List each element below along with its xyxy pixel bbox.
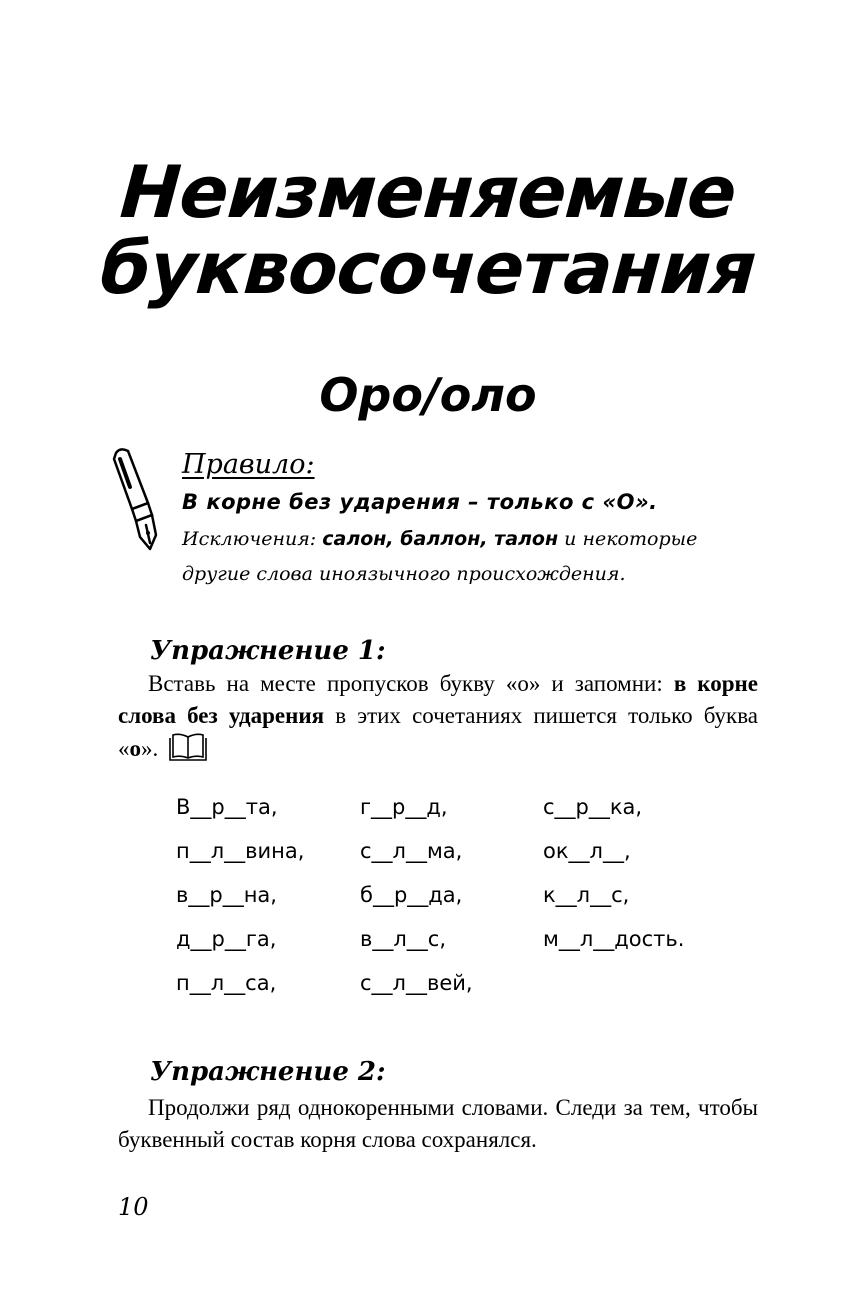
- word-item: ок__л__,: [543, 839, 631, 863]
- word-item: к__л__с,: [543, 883, 630, 907]
- exceptions-label: Исключения:: [182, 528, 317, 550]
- word-item: б__р__да,: [360, 883, 463, 907]
- word-item: п__л__са,: [176, 971, 277, 995]
- word-item: м__л__дость.: [543, 927, 685, 951]
- word-item: с__л__ма,: [360, 839, 463, 863]
- rule-exceptions: [182, 522, 762, 592]
- word-item: д__р__га,: [176, 927, 277, 951]
- exercise2-heading: Упражнение 2:: [150, 1057, 386, 1087]
- exceptions-rest: и некоторые другие слова иноязычного происхождения.: [182, 528, 698, 585]
- emphasis-text: в корне слова без ударения: [118, 671, 759, 728]
- page-title-line2: буквосочетания: [97, 226, 759, 310]
- rule-main-text: В корне без ударения – только с «О».: [182, 490, 658, 514]
- word-item: п__л__вина,: [176, 839, 305, 863]
- fountain-pen-icon: [108, 445, 172, 555]
- word-item: в__р__на,: [176, 883, 277, 907]
- word-item: в__л__с,: [360, 927, 447, 951]
- exercise1-instructions: Вставь на месте пропусков букву «о» и запомни: в корне слова без ударения в этих сочетаниях пишется только буква «о».: [118, 671, 759, 761]
- exercise1-heading: Упражнение 1:: [150, 636, 386, 666]
- exceptions-words: салон, баллон, талон: [322, 528, 559, 550]
- word-item: с__л__вей,: [360, 971, 473, 995]
- word-item: В__р__та,: [176, 795, 278, 819]
- exercise2-instructions: Продолжи ряд однокоренными словами. Следи за тем, чтобы буквенный состав корня слова сохранялся.: [118, 1095, 758, 1152]
- page-number: 10: [118, 1193, 149, 1221]
- section-subtitle: Оро/оло: [319, 368, 537, 422]
- open-book-icon: [168, 732, 208, 762]
- word-item: г__р__д,: [360, 795, 448, 819]
- word-item: с__р__ка,: [543, 795, 643, 819]
- page-title-line1: Неизменяемые: [117, 150, 739, 234]
- rule-heading: Правило:: [182, 449, 315, 480]
